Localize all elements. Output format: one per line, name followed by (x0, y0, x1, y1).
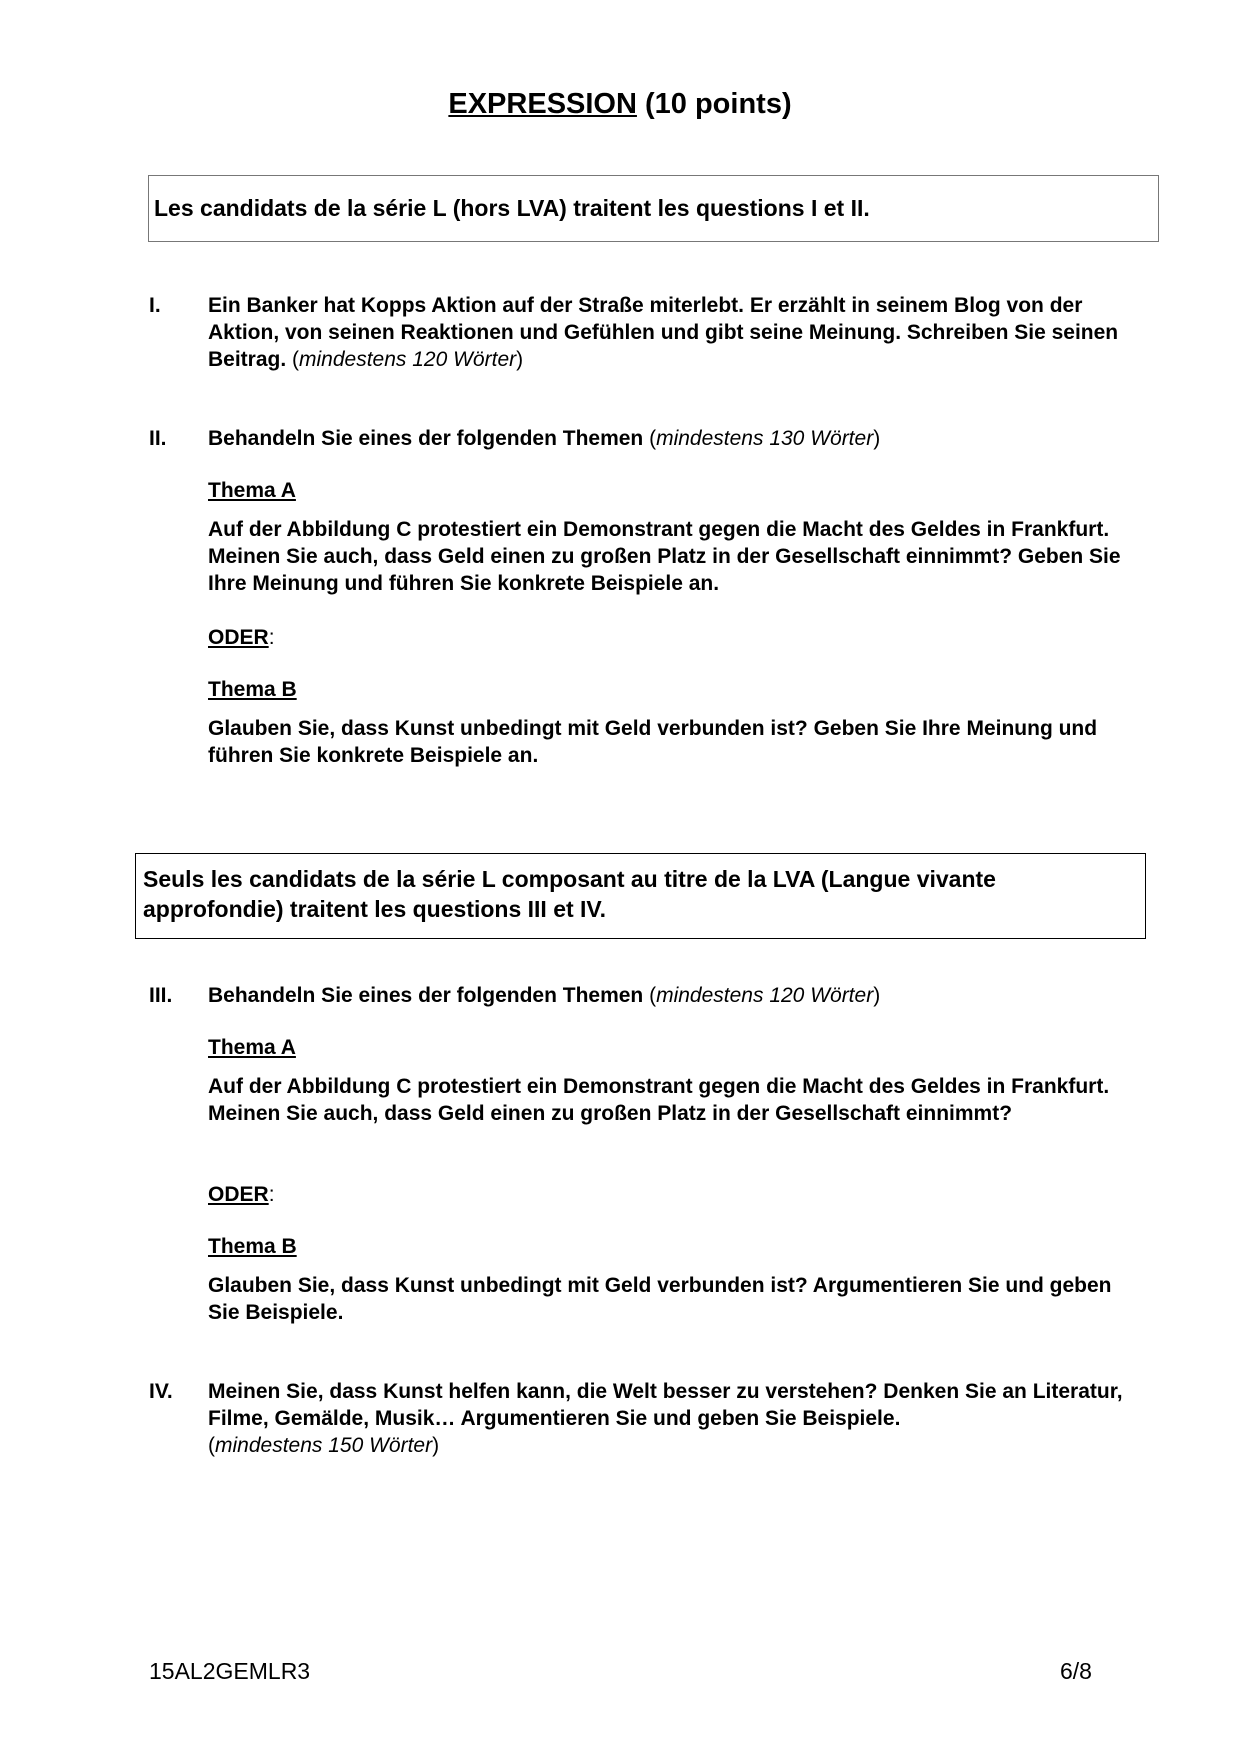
paren-open: ( (208, 1434, 215, 1457)
question-3-oder (208, 1181, 1143, 1208)
question-2-thema-b-text: Glauben Sie, dass Kunst unbedingt mit Geld verbunden ist? Geben Sie Ihre Meinung und führen Sie konkrete Beispiele an. (208, 717, 1098, 767)
instruction-box-1 (148, 175, 1159, 242)
thema-b-label: Thema B (208, 1235, 297, 1258)
oder-label: ODER (208, 626, 269, 649)
question-1-word-count: mindestens 120 Wörter (299, 348, 517, 371)
paren-close: ) (873, 427, 881, 450)
question-3-thema-a-heading (208, 1034, 1143, 1061)
footer-code: 15AL2GEMLR3 (149, 1658, 311, 1684)
title-main: EXPRESSION (448, 88, 637, 120)
question-4-text (208, 1378, 1143, 1459)
thema-a-label: Thema A (208, 1036, 296, 1059)
paren-open: ( (286, 348, 300, 371)
question-4-number: IV. (149, 1380, 173, 1403)
footer-page-number: 6/8 (1060, 1658, 1092, 1684)
question-1-text (208, 292, 1143, 373)
question-2-thema-b-heading (208, 676, 1143, 703)
thema-a-label: Thema A (208, 479, 296, 502)
question-3-thema-b-text: Glauben Sie, dass Kunst unbedingt mit Geld verbunden ist? Argumentieren Sie und geben Sie Beispiele. (208, 1274, 1112, 1324)
page-title (0, 86, 1240, 122)
oder-colon: : (268, 626, 275, 649)
question-3-text (208, 982, 1143, 1009)
paren-close: ) (516, 348, 524, 371)
title-points: (10 points) (645, 88, 792, 120)
question-3-thema-b-heading (208, 1233, 1143, 1260)
thema-b-label: Thema B (208, 678, 297, 701)
question-2-number: II. (149, 427, 167, 450)
question-1-number: I. (149, 294, 161, 317)
question-2-oder (208, 624, 1143, 651)
instruction-box-2 (135, 853, 1146, 939)
instruction-box-2-text: Seuls les candidats de la série L composant au titre de la LVA (Langue vivante approfondie) traitent les questions III et IV. (143, 866, 996, 922)
oder-label: ODER (208, 1183, 269, 1206)
question-2-prompt: Behandeln Sie eines der folgenden Themen (208, 427, 644, 450)
question-2-text (208, 425, 1143, 452)
question-2-thema-a-heading (208, 477, 1143, 504)
question-2-word-count: mindestens 130 Wörter (656, 427, 874, 450)
paren-open: ( (643, 427, 657, 450)
question-3-prompt: Behandeln Sie eines der folgenden Themen (208, 984, 644, 1007)
oder-colon: : (268, 1183, 275, 1206)
question-4-word-count: mindestens 150 Wörter (215, 1434, 433, 1457)
instruction-box-1-text: Les candidats de la série L (hors LVA) traitent les questions I et II. (154, 195, 870, 221)
question-3-number: III. (149, 984, 173, 1007)
question-4-prompt: Meinen Sie, dass Kunst helfen kann, die Welt besser zu verstehen? Denken Sie an Literatur, Filme, Gemälde, Musik… Argumentieren Sie und geben Sie Beispiele. (208, 1380, 1123, 1430)
question-1-prompt: Ein Banker hat Kopps Aktion auf der Straße miterlebt. Er erzählt in seinem Blog von der Aktion, von seinen Reaktionen und Gefühlen und gibt seine Meinung. Schreiben Sie seinen Beitrag. (208, 294, 1119, 371)
question-2-thema-a-text: Auf der Abbildung C protestiert ein Demonstrant gegen die Macht des Geldes in Frankfurt. Meinen Sie auch, dass Geld einen zu großen Platz in der Gesellschaft einnimmt? Geben Sie Ihre Meinung und führen Sie konkrete Beispiele an. (208, 518, 1121, 595)
paren-close: ) (432, 1434, 440, 1457)
question-3-word-count: mindestens 120 Wörter (656, 984, 874, 1007)
paren-open: ( (643, 984, 657, 1007)
question-3-thema-a-text: Auf der Abbildung C protestiert ein Demonstrant gegen die Macht des Geldes in Frankfurt. Meinen Sie auch, dass Geld einen zu großen Platz in der Gesellschaft einnimmt? (208, 1075, 1110, 1125)
paren-close: ) (873, 984, 881, 1007)
